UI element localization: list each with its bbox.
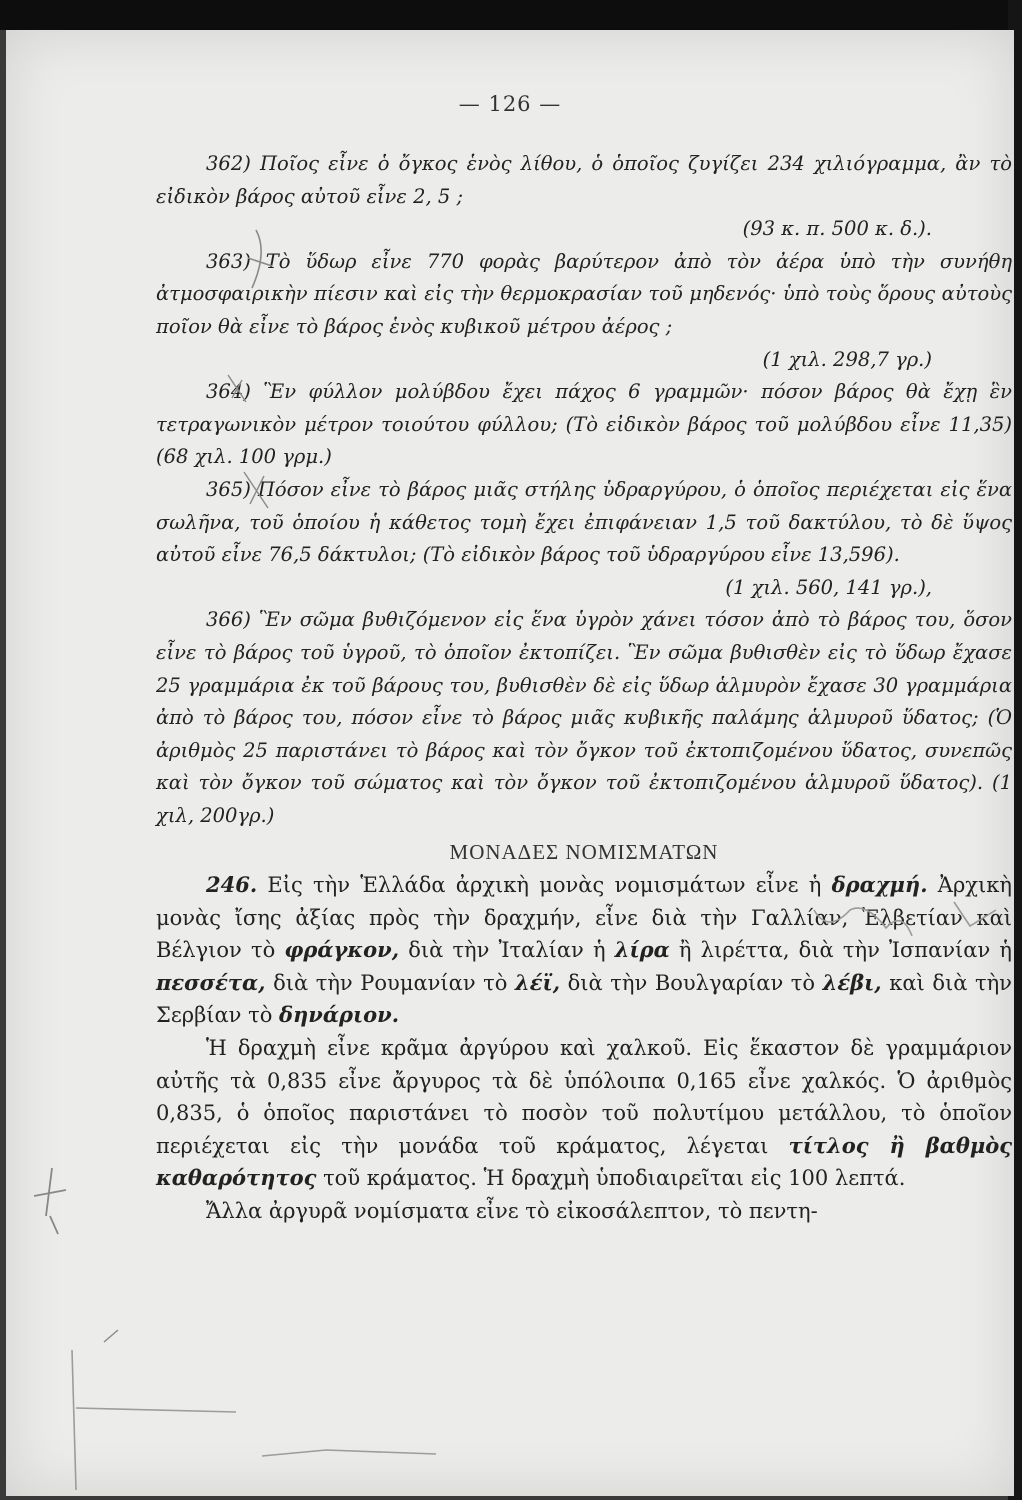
pencil-mark-364 <box>228 375 246 402</box>
term-pesseta: πεσσέτα, <box>156 969 266 995</box>
pencil-mark-363 <box>248 230 272 288</box>
problem-363-answer: (1 χιλ. 298,7 γρ.) <box>762 347 932 371</box>
scan-top-border <box>0 0 1022 30</box>
term-frangon: φράγκον, <box>284 937 400 963</box>
problem-364: 364) Ἓν φύλλον μολύβδου ἔχει πάχος 6 γραμμῶν· πόσον βάρος θὰ ἔχῃ ἓν τετραγωνικὸν μέτρον τοιούτου φύλλου; (Τὸ εἰδικὸν βάρος τοῦ μολύβδου εἶνε 11,35) (68 χιλ. 100 γρμ.) <box>156 380 1012 469</box>
term-levi: λέβι, <box>822 969 882 995</box>
term-lei: λέϊ, <box>515 969 561 995</box>
problem-366: 366) Ἓν σῶμα βυθιζόμενον εἰς ἕνα ὑγρὸν χάνει τόσον ἀπὸ τὸ βάρος του, ὅσον εἶνε τὸ βάρος τοῦ ὑγροῦ, τὸ ὁποῖον ἐκτοπίζει. Ἓν σῶμα βυθισθὲν εἰς τὸ ὕδωρ ἔχασε 25 γραμμάρια ἐκ τοῦ βάρους του, βυθισθὲν δὲ εἰς ὕδωρ ἁλμυρὸν ἔχασε 30 γραμμάρια ἀπὸ τὸ βάρος του, πόσον εἶνε τὸ βάρος μιᾶς κυβικῆς παλάμης ἁλμυροῦ ὕδατος; (Ὁ ἀριθμὸς 25 παριστάνει τὸ βάρος καὶ τὸν ὄγκον τοῦ ἐκτοπιζομένου ὕδατος, συνεπῶς καὶ τὸν ὄγκον τοῦ σώματος καὶ τὸν ὄγκον τοῦ ἐκτοπιζομένου ἁλμυροῦ ὕδατος). (1 χιλ, 200γρ.) <box>156 608 1012 827</box>
paragraph-246: 246. Εἰς τὴν Ἑλλάδα ἀρχικὴ μονὰς νομισμάτων εἶνε ἡ δραχμή. Ἀρχικὴ μονὰς ἴσης ἀξίας πρὸς τὴν δραχμήν, εἶνε διὰ τὴν Γαλλίαν, Ἑλβετίαν καὶ Βέλγιον τὸ φράγκον, διὰ τὴν Ἰταλίαν ἡ λίρα ἢ λιρέττα, διὰ τὴν Ἰσπανίαν ἡ πεσσέτα, διὰ τὴν Ρουμανίαν τὸ λέϊ, διὰ τὴν Βουλγαρίαν τὸ λέβι, καὶ διὰ τὴν Σερβίαν τὸ δηνάριον. <box>156 872 1012 1028</box>
pencil-mark-margin <box>34 1168 66 1234</box>
pencil-mark-365 <box>244 472 268 508</box>
paragraph-alloy: Ἡ δραχμὴ εἶνε κρᾶμα ἀργύρου καὶ χαλκοῦ. Εἰς ἕκαστον δὲ γραμμάριον αὐτῆς τὰ 0,835 εἶνε ἄργυρος τὰ δὲ ὑπόλοιπα 0,165 εἶνε χαλκός. Ὁ ἀριθμὸς 0,835, ὁ ὁποῖος παριστάνει τὸ ποσὸν τοῦ πολυτίμου μετάλλου, τὸ ὁποῖον περιέχεται εἰς τὴν μονάδα τοῦ κράματος, λέγεται τίτλος ἢ βαθμὸς καθαρότητος τοῦ κράματος. Ἡ δραχμὴ ὑποδιαιρεῖται εἰς 100 λεπτά. <box>156 1036 1012 1191</box>
section-heading: ΜΟΝΑΔΕΣ ΝΟΜΙΣΜΑΤΩΝ <box>449 840 719 865</box>
problem-363: 363) Τὸ ὕδωρ εἶνε 770 φορὰς βαρύτερον ἀπὸ τὸν ἀέρα ὑπὸ τὴν συνήθη ἀτμοσφαιρικὴν πίεσιν καὶ εἰς τὴν θερμοκρασίαν τοῦ μηδενός· ὑπὸ τοὺς ὅρους αὐτοὺς ποῖον θὰ εἶνε τὸ βάρος ἑνὸς κυβικοῦ μέτρου ἀέρος ; <box>156 249 1012 338</box>
term-drachmi: δραχμή. <box>831 872 928 898</box>
paragraph-coins: Ἄλλα ἀργυρᾶ νομίσματα εἶνε τὸ εἰκοσάλεπτον, τὸ πεντη- <box>206 1199 818 1223</box>
pencil-marks <box>6 30 1014 1496</box>
pencil-tick-margin <box>104 1330 118 1342</box>
problem-365: 365) Πόσον εἶνε τὸ βάρος μιᾶς στήλης ὑδραργύρου, ὁ ὁποῖος περιέχεται εἰς ἕνα σωλῆνα, τοῦ ὁποίου ἡ κάθετος τομὴ ἔχει ἐπιφάνειαν 1,5 τοῦ δακτύλου, τὸ δὲ ὕψος αὐτοῦ εἶνε 76,5 δάκτυλοι; (Τὸ εἰδικὸν βάρος τοῦ ὑδραργύρου εἶνε 13,596). <box>156 477 1012 567</box>
problem-362: 362) Ποῖος εἶνε ὁ ὄγκος ἑνὸς λίθου, ὁ ὁποῖος ζυγίζει 234 χιλιόγραμμα, ἂν τὸ εἰδικὸν βάρος αὐτοῦ εἶνε 2, 5 ; <box>156 152 1012 208</box>
problem-365-answer: (1 χιλ. 560, 141 γρ.), <box>725 575 932 599</box>
term-dinarion: δηνάριον. <box>279 1002 400 1028</box>
book-page <box>6 30 1014 1496</box>
term-titlos: τίτλος ἢ βαθμὸς καθαρότητος <box>156 1132 1012 1191</box>
page-number: — 126 — <box>458 92 562 116</box>
problem-362-answer: (93 κ. π. 500 κ. δ.). <box>742 217 932 241</box>
term-lira: λίρα <box>614 937 670 963</box>
pencil-scribble-heading <box>814 902 996 936</box>
section-number: 246. <box>206 872 258 898</box>
pencil-frame-bottom <box>72 1350 436 1490</box>
